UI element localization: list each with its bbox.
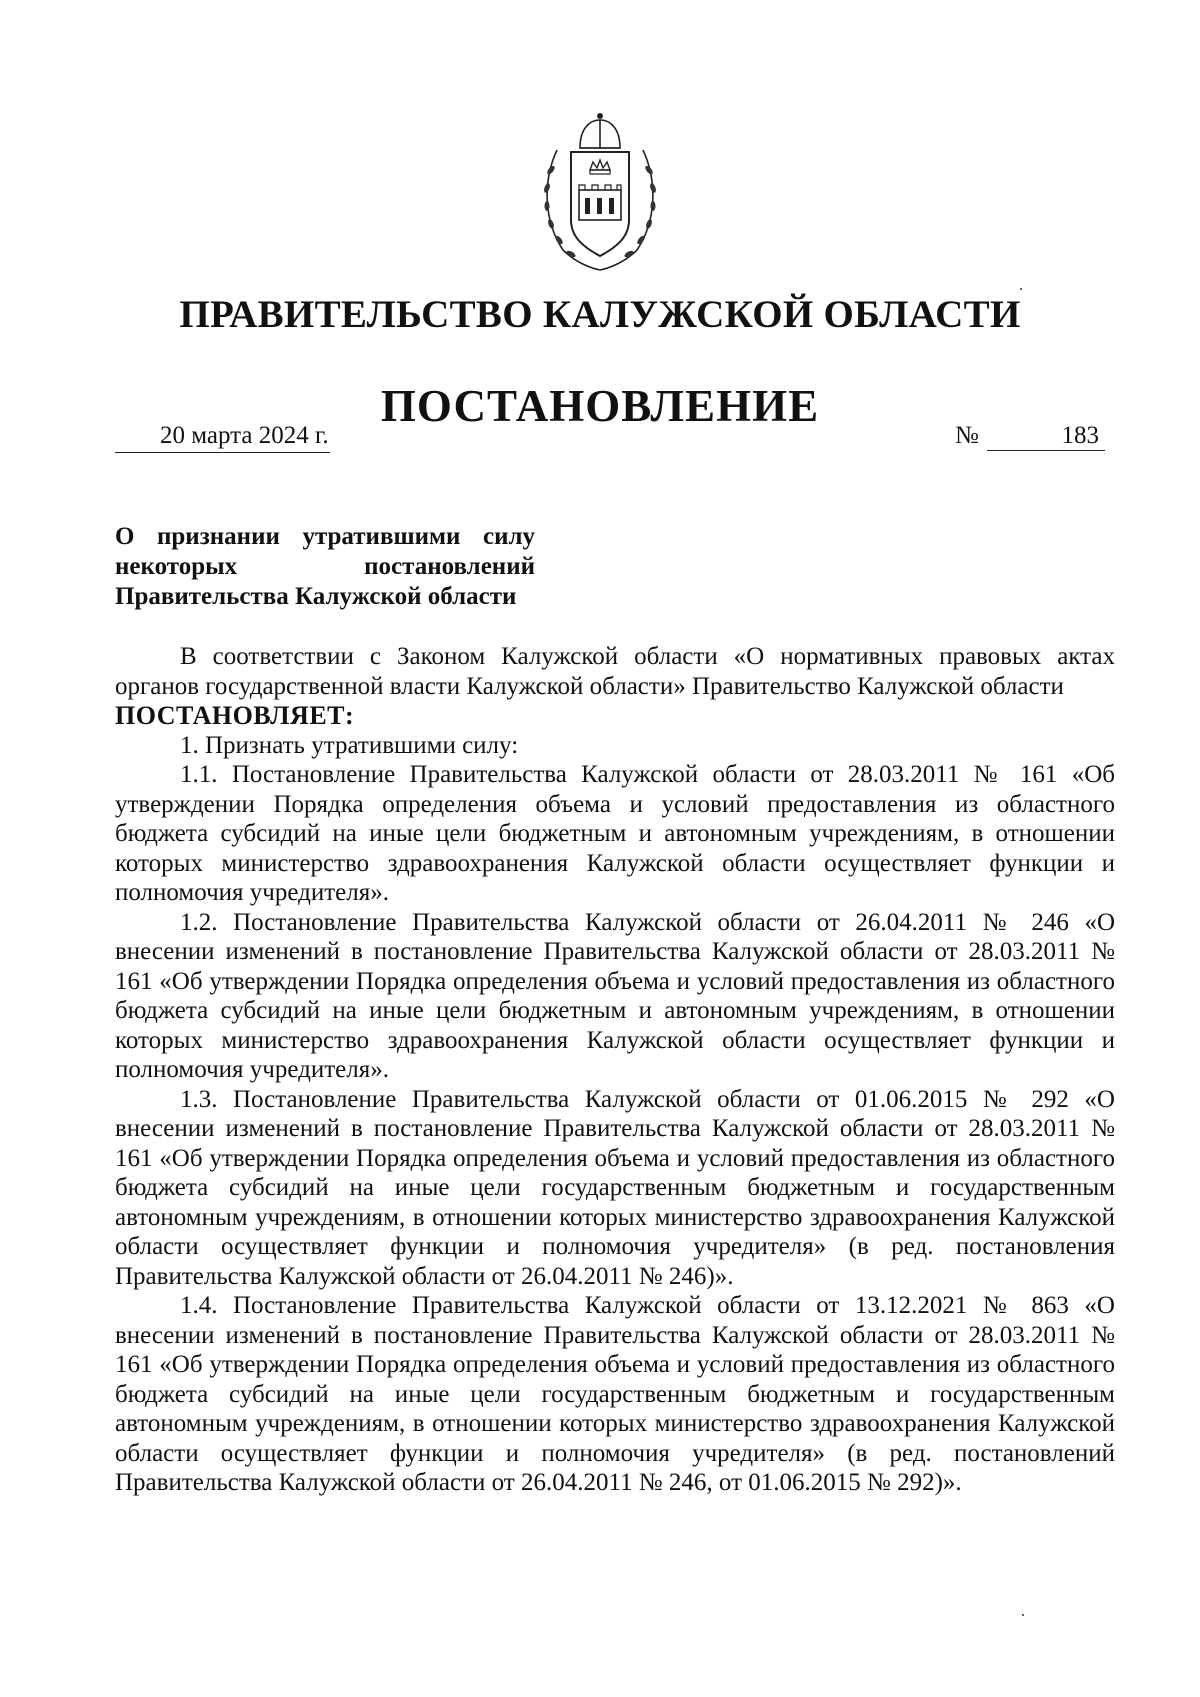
subject-word: О [115,523,135,550]
decree-word: ПОСТАНОВЛЯЕТ: [115,701,355,730]
coat-of-arms-icon [535,110,665,272]
subject-line-1 [115,522,535,552]
subject-word: утратившими [302,523,461,550]
item-1-3: 1.3. Постановление Правительства Калужской области от 01.06.2015 № 292 «О внесении изменений в постановление Правительства Калужской области от 28.03.2011 № 161 «Об утверждении Порядка определения объема и условий предоставления из областного бюджета субсидий на иные цели государственным бюджетным и государственным автономным учреждениям, в отношении которых министерство здравоохранения Калужской области осуществляет функции и полномочия учредителя» (в ред. постановления Правительства Калужской области от 26.04.2011 № 246)». [115,1085,1115,1290]
number-label: № [955,422,979,449]
date-underline [115,452,330,453]
subject-line-2-right: постановлений [364,553,535,580]
number-value: 183 [987,422,1105,451]
scan-speck [1020,288,1022,290]
document-date [115,422,330,453]
subject-word: силу [482,523,535,550]
item-1-1: 1.1. Постановление Правительства Калужской области от 28.03.2011 № 161 «Об утверждении Порядка определения объема и условий предоставления из областного бюджета субсидий на иные цели бюджетным и автономным учреждениям, в отношении которых министерство здравоохранения Калужской области осуществляет функции и полномочия учредителя». [115,761,1115,906]
document-body [115,642,1115,1498]
item-1: 1. Признать утратившими силу: [180,731,519,759]
subject-line-3: Правительства Калужской области [115,583,517,610]
document-subject [115,522,535,612]
document-number [955,422,1115,451]
subject-line-2-left: некоторых [115,553,238,580]
document-type-title: ПОСТАНОВЛЕНИЕ [380,381,820,431]
scan-speck [1022,1614,1024,1616]
item-1-4: 1.4. Постановление Правительства Калужской области от 13.12.2021 № 863 «О внесении изменений в постановление Правительства Калужской области от 28.03.2011 № 161 «Об утверждении Порядка определения объема и условий предоставления из областного бюджета субсидий на иные цели государственным бюджетным и государственным автономным учреждениям, в отношении которых министерство здравоохранения Калужской области осуществляет функции и полномочия учредителя» (в ред. постановлений Правительства Калужской области от 26.04.2011 № 246, от 01.06.2015 № 292)». [115,1292,1115,1496]
item-1-2: 1.2. Постановление Правительства Калужской области от 26.04.2011 № 246 «О внесении изменений в постановление Правительства Калужской области от 28.03.2011 № 161 «Об утверждении Порядка определения объема и условий предоставления из областного бюджета субсидий на иные цели бюджетным и автономным учреждениям, в отношении которых министерство здравоохранения Калужской области осуществляет функции и полномочия учредителя». [115,908,1115,1083]
date-text: 20 марта 2024 г. [160,422,329,449]
subject-word: признании [157,523,280,550]
government-title: ПРАВИТЕЛЬСТВО КАЛУЖСКОЙ ОБЛАСТИ [179,293,1021,336]
preamble-paragraph: В соответствии с Законом Калужской области «О нормативных правовых актах органов государственной власти Калужской области» Правительство Калужской области [115,643,1115,700]
subject-line-2 [115,552,535,582]
